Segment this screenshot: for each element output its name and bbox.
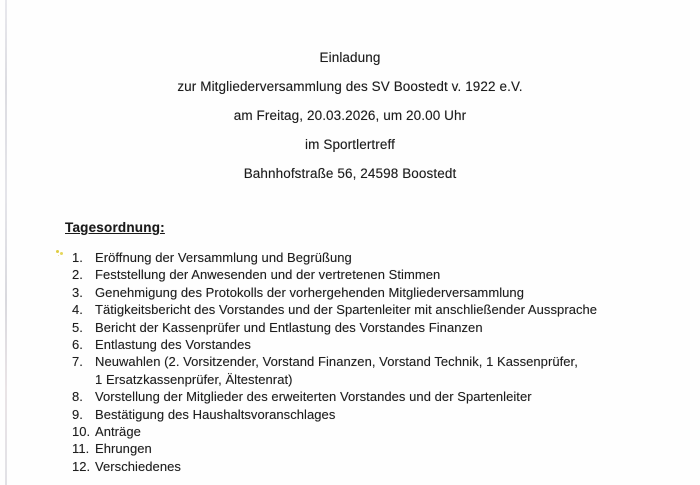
item-number: 9.: [72, 406, 83, 422]
list-item: [72, 266, 672, 283]
item-text: Ehrungen: [95, 441, 152, 457]
item-number: 11.: [72, 441, 90, 457]
invitation-address-line: Bahnhofstraße 56, 24598 Boostedt: [243, 166, 457, 181]
item-number: 5.: [72, 319, 83, 335]
item-number: 4.: [72, 302, 83, 318]
list-item: [72, 284, 672, 301]
agenda-list: [72, 249, 672, 475]
item-text: Eröffnung der Versammlung und Begrüßung: [95, 250, 352, 265]
item-number: 6.: [72, 337, 83, 353]
invitation-venue-line: im Sportlertreff: [305, 137, 395, 152]
agenda-heading: Tagesordnung:: [65, 220, 165, 235]
item-text: Tätigkeitsbericht des Vorstandes und der Spartenleiter mit anschließender Aussprache: [95, 302, 598, 318]
invitation-occasion-line: zur Mitgliederversammlung des SV Boostedt v. 1922 e.V.: [177, 79, 523, 94]
list-item: [72, 249, 672, 266]
item-text: Feststellung der Anwesenden und der vertretenen Stimmen: [95, 267, 441, 283]
invitation-datetime-line: am Freitag, 20.03.2026, um 20.00 Uhr: [233, 108, 467, 123]
item-number: 1.: [72, 250, 83, 265]
list-item: [72, 301, 672, 318]
list-item: [72, 440, 672, 457]
yellow-speck-artifact: [56, 250, 59, 253]
item-text: Anträge: [95, 424, 141, 440]
list-item: [72, 423, 672, 440]
item-number: 3.: [72, 284, 83, 300]
item-text: Bericht der Kassenprüfer und Entlastung des Vorstandes Finanzen: [95, 319, 483, 335]
item-number: 12.: [72, 458, 91, 474]
list-item: [72, 319, 672, 336]
item-number: 10.: [72, 424, 91, 440]
list-item: [72, 388, 672, 405]
list-item: [72, 406, 672, 423]
item-number: 7.: [72, 354, 83, 370]
invitation-title: Einladung: [319, 50, 381, 65]
invitation-header: [0, 51, 700, 196]
item-text: Neuwahlen (2. Vorsitzender, Vorstand Finanzen, Vorstand Technik, 1 Kassenprüfer, 1 Ersatzkassenprüfer, Ältestenrat): [95, 354, 578, 387]
item-text: Genehmigung des Protokolls der vorhergehenden Mitgliederversammlung: [95, 284, 524, 300]
item-number: 2.: [72, 267, 83, 283]
item-text: Vorstellung der Mitglieder des erweiterten Vorstandes und der Spartenleiter: [95, 389, 532, 405]
list-item: [72, 353, 672, 388]
item-text: Entlastung des Vorstandes: [95, 337, 251, 353]
list-item: [72, 336, 672, 353]
list-item: [72, 458, 672, 475]
item-text: Verschiedenes: [95, 458, 181, 474]
item-text: Bestätigung des Haushaltsvoranschlages: [95, 406, 336, 422]
item-number: 8.: [72, 389, 83, 405]
